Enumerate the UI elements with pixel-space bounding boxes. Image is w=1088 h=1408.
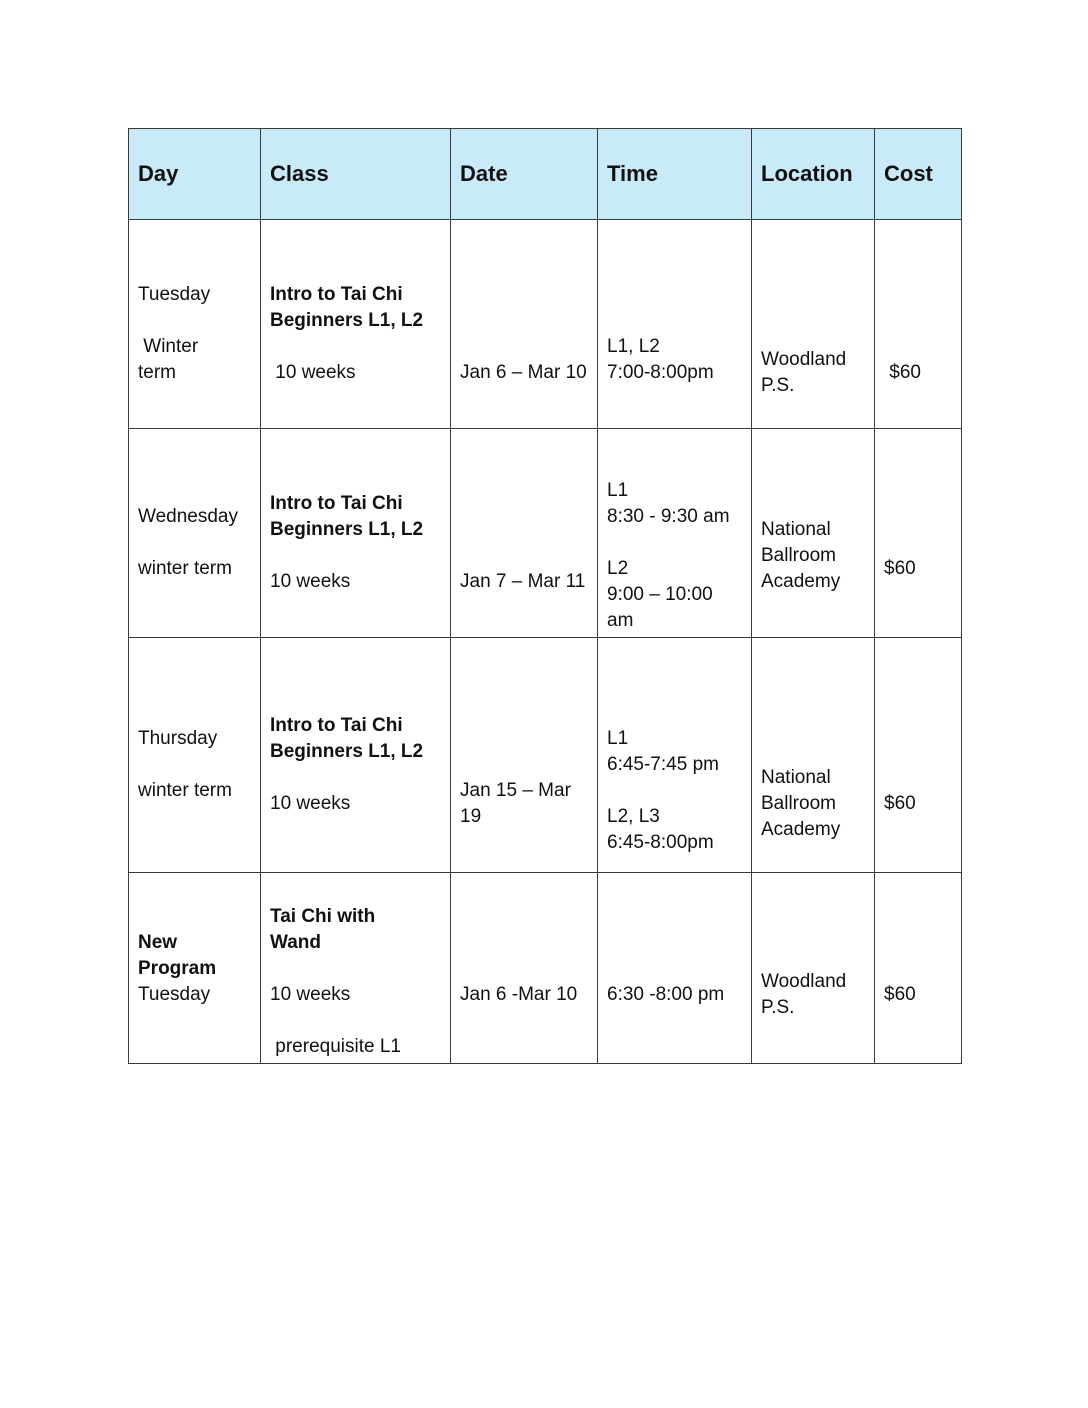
table-row	[129, 873, 962, 1064]
cell-class	[261, 429, 451, 638]
location-name: National Ballroom Academy	[761, 519, 841, 592]
class-duration: 10 weeks	[270, 793, 351, 814]
cell-date	[451, 429, 598, 638]
header-date: Date	[451, 129, 598, 220]
cell-day	[129, 873, 261, 1064]
cell-time	[598, 638, 752, 873]
cost-value: $60	[884, 558, 916, 579]
cell-time	[598, 220, 752, 429]
header-day: Day	[129, 129, 261, 220]
date-range: Jan 6 -Mar 10	[460, 983, 578, 1005]
cell-cost	[875, 429, 962, 638]
class-title: Intro to Tai Chi Beginners L1, L2	[270, 284, 424, 331]
class-prerequisite: prerequisite L1	[270, 1035, 401, 1057]
time-l2: L2, L3 6:45-8:00pm	[607, 806, 714, 853]
cell-time	[598, 873, 752, 1064]
cell-location	[752, 873, 875, 1064]
cell-date	[451, 873, 598, 1064]
location-name: National Ballroom Academy	[761, 767, 841, 840]
cost-value: $60	[884, 983, 916, 1005]
cell-cost	[875, 873, 962, 1064]
class-title: Tai Chi with Wand	[270, 905, 376, 953]
table-row	[129, 429, 962, 638]
day-label: Thursday	[138, 728, 218, 749]
table-row	[129, 220, 962, 429]
cell-class	[261, 638, 451, 873]
cell-class	[261, 220, 451, 429]
header-time: Time	[598, 129, 752, 220]
location-name: Woodland P.S.	[761, 970, 847, 1018]
class-duration: 10 weeks	[270, 571, 351, 592]
time-range: 6:30 -8:00 pm	[607, 983, 725, 1005]
cell-time	[598, 429, 752, 638]
date-range: Jan 15 – Mar 19	[460, 780, 571, 827]
class-title: Intro to Tai Chi Beginners L1, L2	[270, 493, 424, 540]
day-label: Tuesday	[138, 284, 211, 305]
date-range: Jan 7 – Mar 11	[460, 571, 586, 592]
header-cost: Cost	[875, 129, 962, 220]
term-label: winter term	[138, 780, 232, 801]
class-duration: 10 weeks	[270, 362, 356, 383]
cost-value: $60	[884, 793, 916, 814]
day-label: Wednesday	[138, 506, 238, 527]
cell-cost	[875, 220, 962, 429]
cell-cost	[875, 638, 962, 873]
cell-location	[752, 429, 875, 638]
new-program-label: New Program	[138, 931, 217, 979]
cell-date	[451, 220, 598, 429]
cost-value: $60	[884, 362, 921, 383]
day-label: Tuesday	[138, 983, 211, 1005]
class-duration: 10 weeks	[270, 983, 351, 1005]
cell-day	[129, 220, 261, 429]
class-title: Intro to Tai Chi Beginners L1, L2	[270, 715, 424, 762]
time-l2: L2 9:00 – 10:00 am	[607, 558, 713, 631]
time-l1: L1 8:30 - 9:30 am	[607, 480, 730, 527]
header-row	[129, 129, 962, 220]
header-class: Class	[261, 129, 451, 220]
date-range: Jan 6 – Mar 10	[460, 362, 587, 383]
time-l1: L1 6:45-7:45 pm	[607, 728, 719, 775]
cell-class	[261, 873, 451, 1064]
cell-location	[752, 638, 875, 873]
class-schedule-table	[128, 128, 962, 1064]
cell-day	[129, 429, 261, 638]
term-label: Winter term	[138, 336, 199, 383]
cell-date	[451, 638, 598, 873]
time-range: L1, L2 7:00-8:00pm	[607, 336, 714, 383]
cell-location	[752, 220, 875, 429]
table-row	[129, 638, 962, 873]
term-label: winter term	[138, 558, 232, 579]
header-location: Location	[752, 129, 875, 220]
cell-day	[129, 638, 261, 873]
location-name: Woodland P.S.	[761, 349, 847, 396]
